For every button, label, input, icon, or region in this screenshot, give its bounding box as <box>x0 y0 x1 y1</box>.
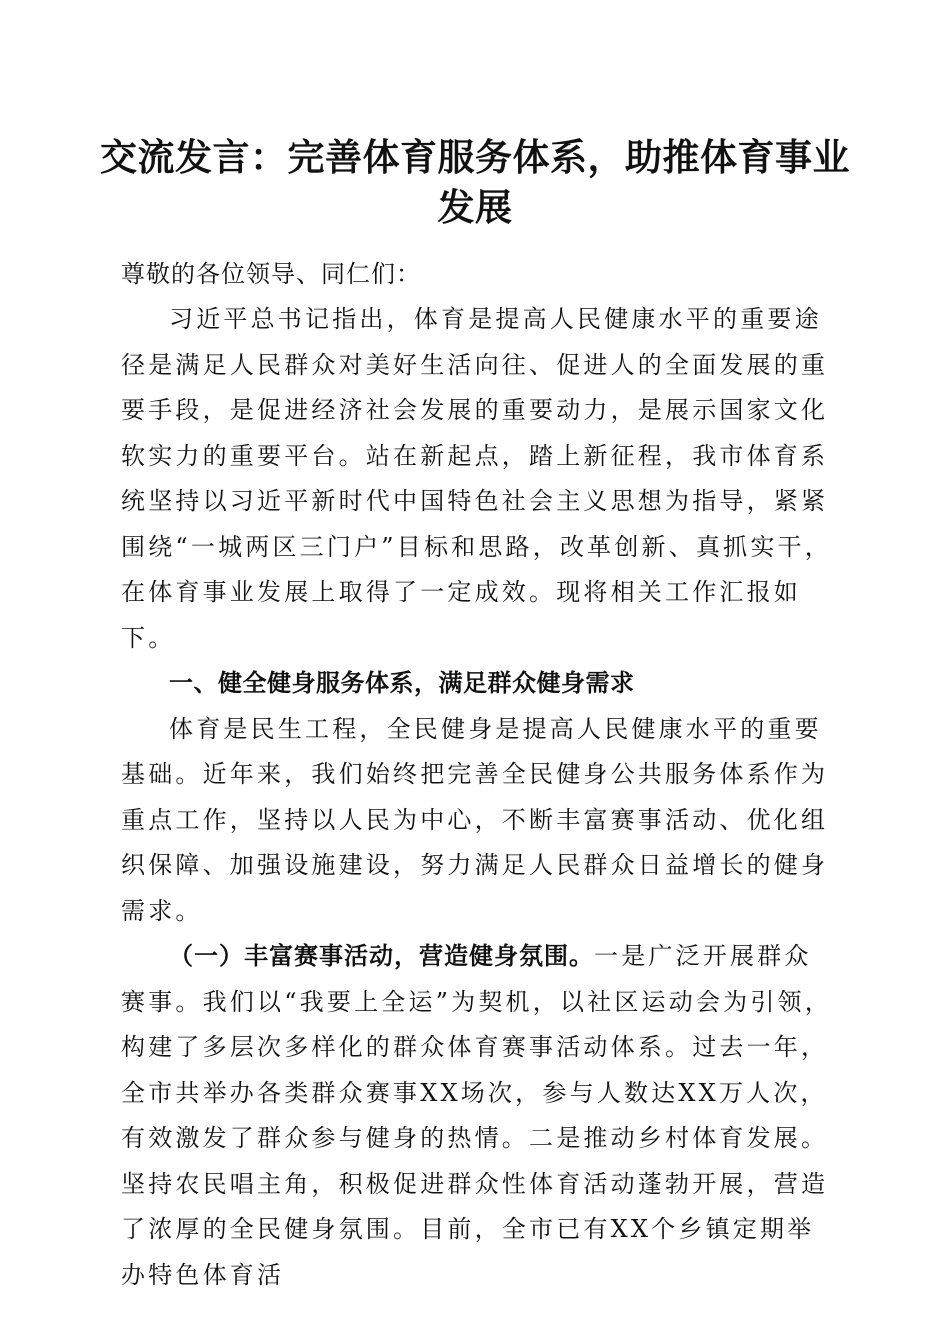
document-title: 交流发言：完善体育服务体系，助推体育事业发展 <box>100 135 850 229</box>
section-heading-1: 一、健全健身服务体系，满足群众健身需求 <box>169 669 635 697</box>
paragraph-subsection-1 <box>121 934 833 1298</box>
subsection-lead: （一）丰富赛事活动，营造健身氛围。 <box>169 942 594 970</box>
document-body <box>121 251 833 1298</box>
paragraph-intro: 习近平总书记指出，体育是提高人民健康水平的重要途径是满足人民群众对美好生活向往、促进人的全面发展的重要手段，是促进经济社会发展的重要动力，是展示国家文化软实力的重要平台。站在新起点，踏上新征程，我市体育系统坚持以习近平新时代中国特色社会主义思想为指导，紧紧围绕“一城两区三门户”目标和思路，改革创新、真抓实干，在体育事业发展上取得了一定成效。现将相关工作汇报如下。 <box>121 305 832 652</box>
subsection-body: 一是广泛开展群众赛事。我们以“我要上全运”为契机，以社区运动会为引领，构建了多层次多样化的群众体育赛事活动体系。过去一年，全市共举办各类群众赛事XX场次，参与人数达XX万人次，有效激发了群众参与健身的热情。二是推动乡村体育发展。坚持农民唱主角，积极促进群众性体育活动蓬勃开展，营造了浓厚的全民健身氛围。目前，全市已有XX个乡镇定期举办特色体育活 <box>121 942 832 1289</box>
salutation: 尊敬的各位领导、同仁们： <box>121 260 421 288</box>
paragraph-section-1: 体育是民生工程，全民健身是提高人民健康水平的重要基础。近年来，我们始终把完善全民健身公共服务体系作为重点工作，坚持以人民为中心，不断丰富赛事活动、优化组织保障、加强设施建设，努力满足人民群众日益增长的健身需求。 <box>121 714 829 925</box>
